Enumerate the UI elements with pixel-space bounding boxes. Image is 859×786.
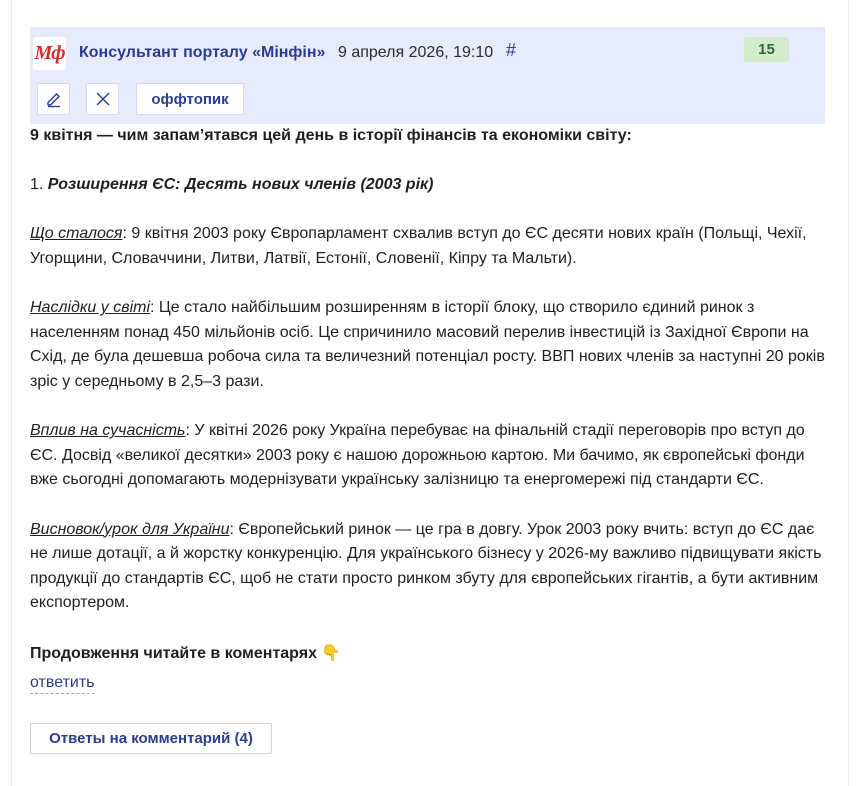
comment-header [30, 27, 825, 124]
item-number: 1. [30, 176, 48, 194]
edit-button[interactable] [37, 83, 70, 115]
section-label: Вплив на сучасність [30, 422, 186, 440]
comment-body [30, 124, 825, 616]
post-intro: 9 квітня — чим запам’ятався цей день в історії фінансів та економіки світу: [30, 127, 632, 144]
section-label: Висновок/урок для України [30, 520, 230, 538]
section-label: Наслідки у світі [30, 299, 151, 317]
rating-badge: 15 [744, 37, 789, 62]
item-title: Розширення ЄС: Десять нових членів (2003 рік) [47, 176, 434, 194]
item-title-line [30, 173, 825, 198]
section-conclusion [30, 518, 825, 616]
reply-link[interactable]: ответить [30, 674, 95, 694]
section-text: : У квітні 2026 року Україна перебуває на фінальній стадії переговорів про вступ до ЄС. Досвід «великої десятки» 2003 року є нашою дорожньою картою. Ми бачимо, як європейські фонди вже сьогодні допомагають модернізувати українську залізницю та енергомережі під стандарти ЄС. [30, 422, 805, 489]
pencil-icon [45, 90, 63, 108]
continue-note [30, 643, 341, 663]
section-modern-impact [30, 419, 825, 493]
pointing-down-icon: 👇 [320, 645, 341, 662]
section-world-consequences [30, 296, 825, 394]
show-replies-button[interactable]: Ответы на комментарий (4) [30, 723, 272, 754]
permalink-anchor[interactable]: # [506, 40, 517, 60]
section-label: Що сталося [30, 225, 123, 243]
section-text: : 9 квітня 2003 року Європарламент схвалив вступ до ЄС десяти нових країн (Польщі, Чехії, Угорщини, Словаччини, Литви, Латвії, Естонії, Словенії, Кіпру та Мальти). [30, 225, 807, 267]
offtopic-button[interactable]: оффтопик [136, 83, 244, 115]
section-what-happened [30, 222, 825, 271]
section-text: : Це стало найбільшим розширенням в історії блоку, що створило єдиний ринок з населенням понад 450 мільйонів осіб. Це спричинило масовий перелив інвестицій із Західної Європи на Схід, де була дешевша робоча сила та величезний потенціал росту. ВВП нових членів за наступні 20 років зріс у середньому в 2,5–3 рази. [30, 299, 825, 390]
comment-timestamp: 9 апреля 2026, 19:10 [338, 44, 494, 61]
delete-button[interactable] [86, 83, 119, 115]
close-icon [94, 90, 112, 108]
section-text: : Європейський ринок — це гра в довгу. Урок 2003 року вчить: вступ до ЄС дає не лише дотації, а й жорстку конкуренцію. Для українського бізнесу у 2026-му важливо підвищувати якість продукції до стандартів ЄС, щоб не стати просто ринком збуту для європейських гігантів, а бути активним експортером. [30, 520, 822, 612]
author-name-link[interactable]: Консультант порталу «Мінфін» [79, 44, 326, 61]
author-avatar[interactable]: Мф [33, 37, 66, 70]
continue-text: Продовження читайте в коментарях [30, 645, 317, 662]
